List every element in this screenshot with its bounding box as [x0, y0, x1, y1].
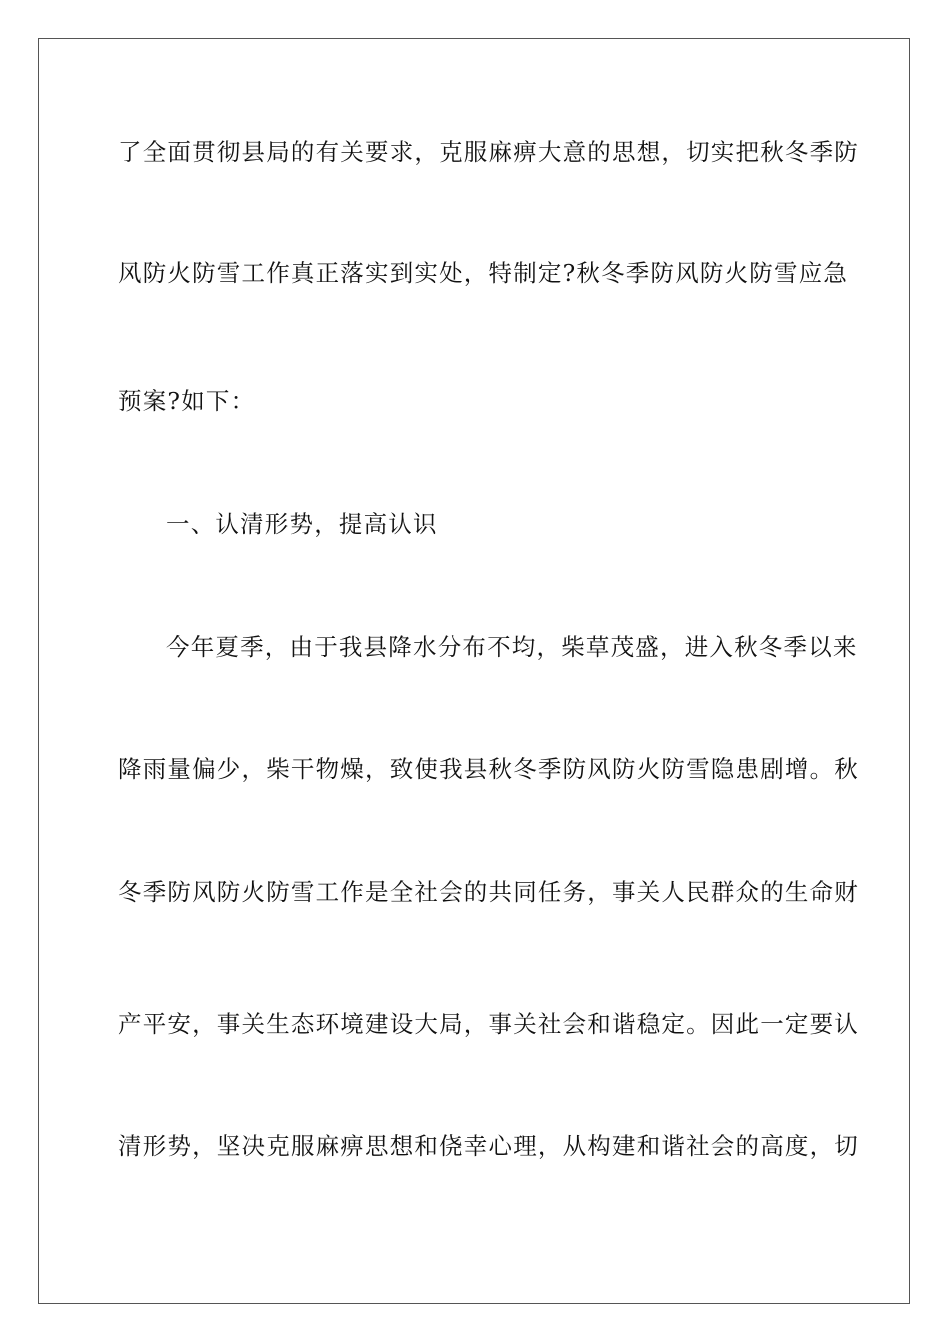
page-border — [38, 38, 910, 1304]
text-line: 产平安，事关生态环境建设大局，事关社会和谐稳定。因此一定要认 — [118, 1010, 859, 1038]
text-line: 风防火防雪工作真正落实到实处，特制定?秋冬季防风防火防雪应急 — [118, 259, 849, 287]
text-line: 了全面贯彻县局的有关要求，克服麻痹大意的思想，切实把秋冬季防 — [118, 138, 859, 166]
text-line: 清形势，坚决克服麻痹思想和侥幸心理，从构建和谐社会的高度，切 — [118, 1132, 859, 1160]
section-heading: 一、认清形势，提高认识 — [166, 510, 438, 538]
text-line: 预案?如下： — [118, 387, 256, 415]
text-line: 冬季防风防火防雪工作是全社会的共同任务，事关人民群众的生命财 — [118, 878, 859, 906]
text-line: 降雨量偏少，柴干物燥，致使我县秋冬季防风防火防雪隐患剧增。秋 — [118, 755, 859, 783]
text-line: 今年夏季，由于我县降水分布不均，柴草茂盛，进入秋冬季以来 — [166, 633, 858, 661]
